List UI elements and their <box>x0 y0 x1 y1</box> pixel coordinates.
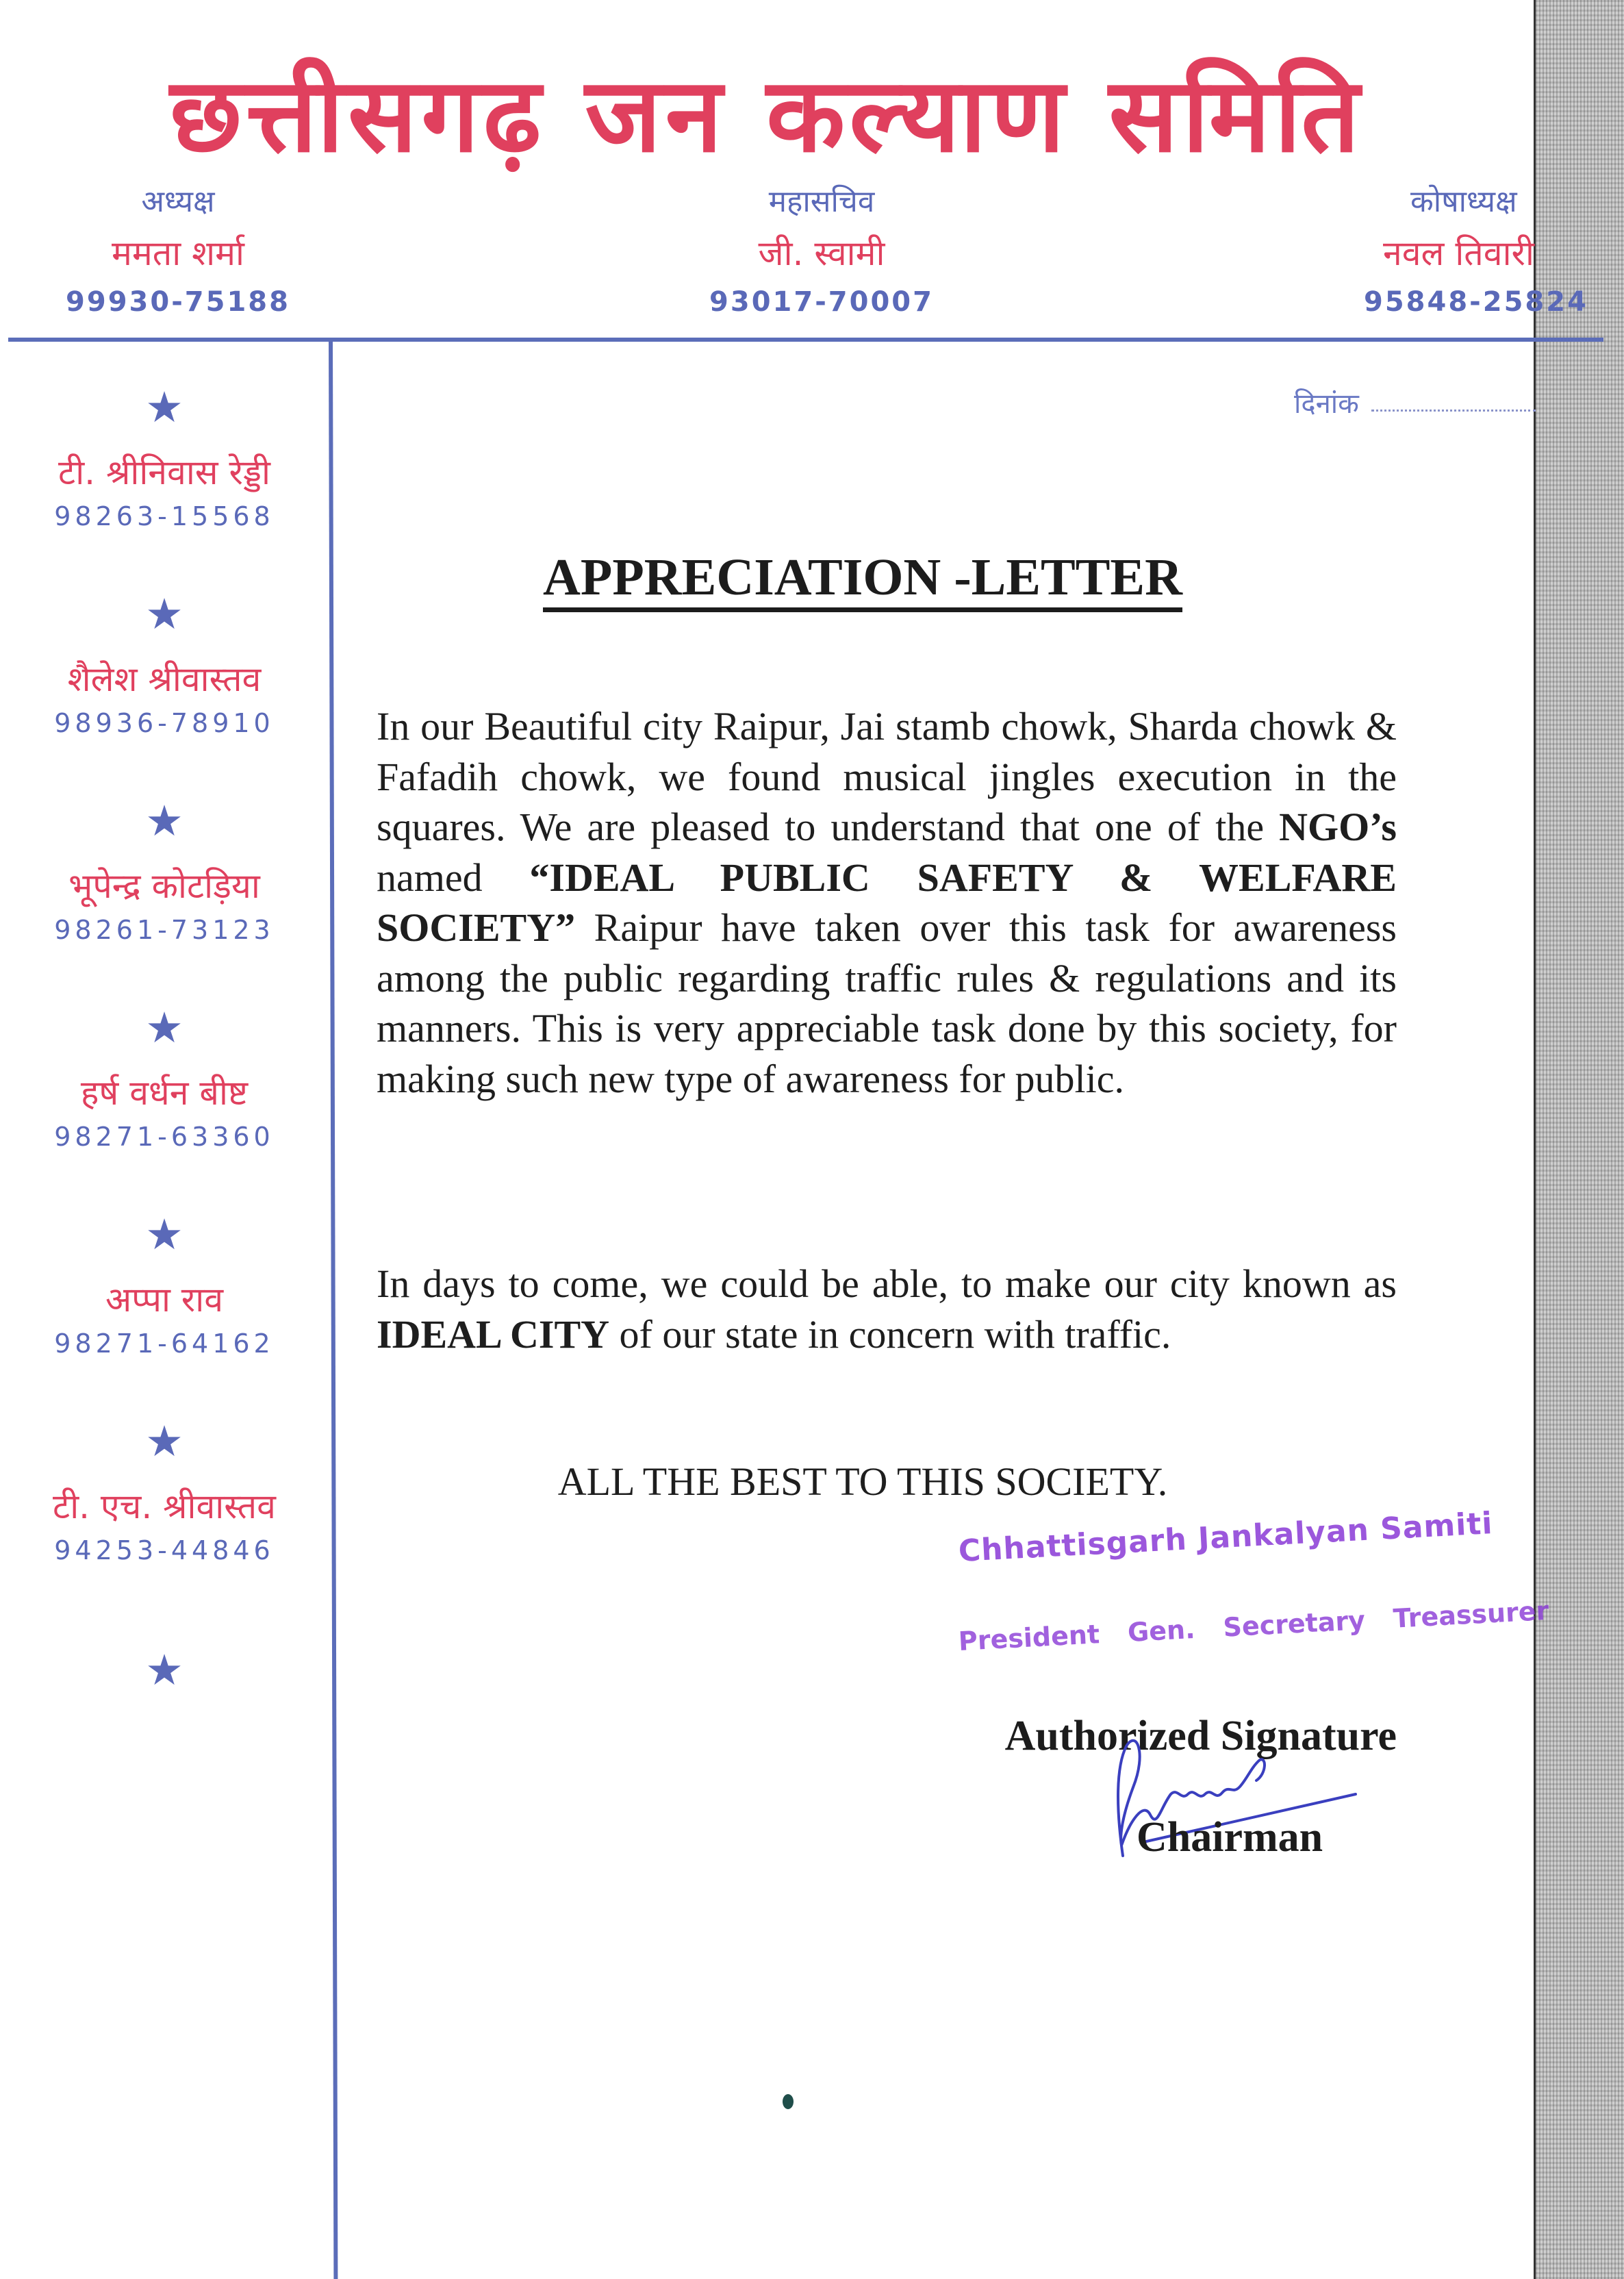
ngo-text: NGO’s <box>1279 805 1397 849</box>
officer-president <box>27 179 329 318</box>
letter-title <box>0 548 1624 607</box>
officer-name: नवल तिवारी <box>1383 234 1534 273</box>
stamp-role: Gen. Secretary <box>1126 1604 1366 1648</box>
officer-name: जी. स्वामी <box>758 234 885 273</box>
star-icon: ★ <box>145 589 183 639</box>
scan-shadow-edge <box>1534 0 1624 2279</box>
organization-name: छत्तीसगढ़ जन कल्याण समिति <box>170 56 1364 175</box>
star-icon: ★ <box>145 1645 183 1695</box>
ideal-city-text: IDEAL CITY <box>377 1311 610 1357</box>
member-name: टी. श्रीनिवास रेड्डी <box>58 453 270 492</box>
member-name: शैलेश श्रीवास्तव <box>67 659 262 699</box>
member-entry <box>0 797 329 1004</box>
rubber-stamp-org: Chhattisgarh Jankalyan Samiti <box>957 1506 1494 1569</box>
officer-phone: 95848-25824 <box>1364 286 1588 318</box>
date-field <box>1294 383 1536 421</box>
letter-paragraph-1 <box>377 701 1397 1104</box>
header-divider <box>8 338 1603 342</box>
paragraph-text: of our state in concern with traffic. <box>609 1311 1171 1357</box>
authorized-signature-label: Authorized Signature <box>1004 1713 1397 1759</box>
member-phone: 98271-64162 <box>54 1329 275 1359</box>
officer-role: कोषाध्यक्ष <box>1410 184 1517 219</box>
sidebar-divider <box>329 340 338 2279</box>
officer-phone: 99930-75188 <box>66 286 290 318</box>
member-entry <box>0 1211 329 1418</box>
letter-paragraph-2 <box>377 1259 1397 1359</box>
paragraph-text: In our Beautiful city Raipur, Jai stamb chowk, Sharda chowk & Fafadih chowk, we found musical jingles execution in the squares. We are pleased to understand that one of the <box>377 704 1397 849</box>
star-icon: ★ <box>145 796 183 846</box>
officer-general-secretary <box>671 179 972 318</box>
paragraph-text: Raipur have taken over this task for awareness among the public regarding traffic rules & regulations and its manners. This is very appreciable task done by this society, for making such new type of awareness for public. <box>377 905 1397 1101</box>
star-icon: ★ <box>145 1209 183 1259</box>
member-phone: 98271-63360 <box>54 1122 275 1152</box>
society-name: “IDEAL PUBLIC SAFETY & WELFARE SOCIETY” <box>377 855 1397 950</box>
member-name: टी. एच. श्रीवास्तव <box>53 1487 276 1526</box>
stamp-role: President <box>957 1619 1101 1657</box>
member-name: भूपेन्द्र कोटड़िया <box>68 866 260 906</box>
member-entry <box>0 590 329 797</box>
member-name: अप्पा राव <box>105 1280 224 1320</box>
star-icon: ★ <box>145 1416 183 1466</box>
paragraph-text: named <box>377 855 530 900</box>
closing-line: ALL THE BEST TO THIS SOCIETY. <box>557 1459 1168 1504</box>
member-phone: 94253-44846 <box>54 1535 275 1565</box>
rubber-stamp-roles <box>958 1596 1549 1657</box>
member-entry <box>0 1004 329 1211</box>
officer-phone: 93017-70007 <box>709 286 934 318</box>
letter-title-text: APPRECIATION -LETTER <box>543 549 1182 612</box>
member-phone: 98263-15568 <box>54 501 275 531</box>
member-phone: 98261-73123 <box>54 915 275 945</box>
member-name: हर्ष वर्धन बीष्ट <box>80 1073 249 1113</box>
officer-role: महासचिव <box>768 184 875 219</box>
date-blank-line <box>1371 400 1536 412</box>
date-label: दिनांक <box>1294 388 1359 420</box>
star-icon: ★ <box>145 382 183 432</box>
star-icon: ★ <box>145 1003 183 1053</box>
member-phone: 98936-78910 <box>54 708 275 738</box>
member-entry <box>0 1418 329 1624</box>
chairman-label: Chairman <box>1137 1814 1323 1861</box>
officer-name: ममता शर्मा <box>112 234 244 273</box>
officer-treasurer <box>1315 179 1616 318</box>
stamp-role: Treassurer <box>1392 1595 1550 1634</box>
scan-speck <box>783 2094 794 2109</box>
officer-role: अध्यक्ष <box>141 184 215 219</box>
paragraph-text: In days to come, we could be able, to make our city known as <box>377 1261 1397 1306</box>
